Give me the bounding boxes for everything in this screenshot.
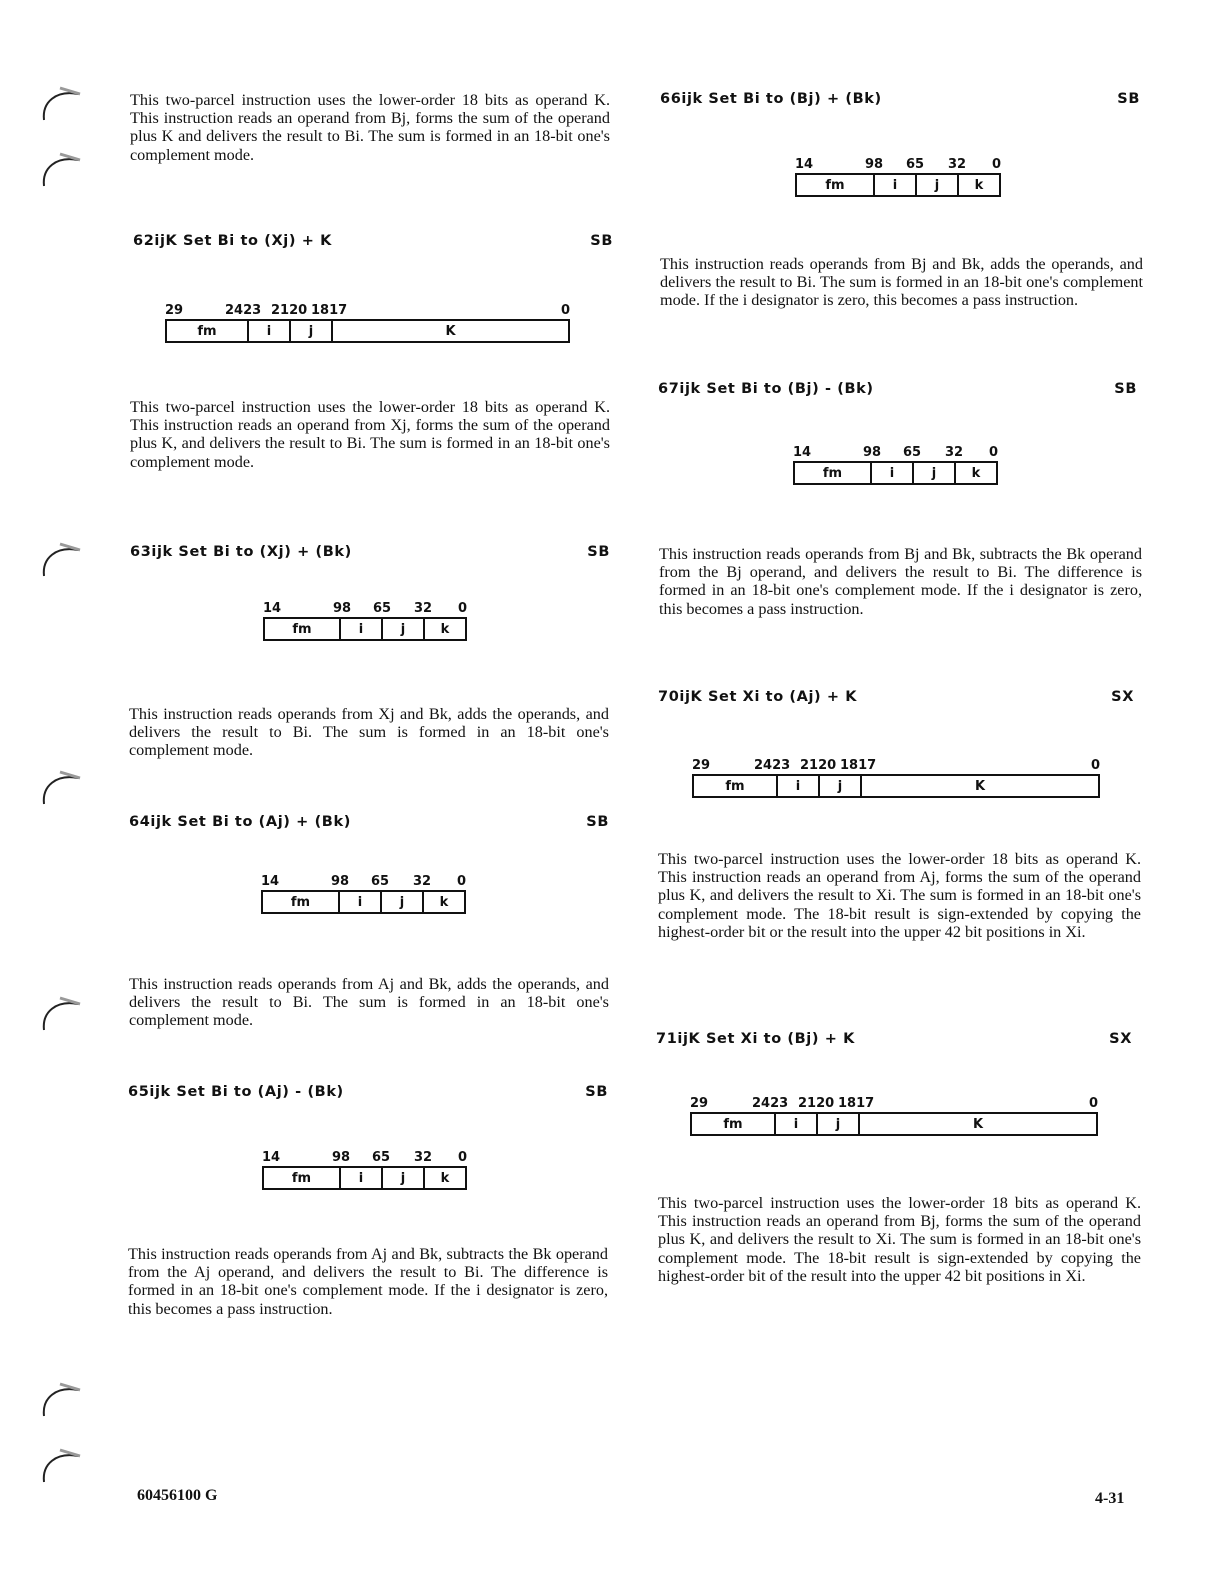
binder-hole-mark [38,768,84,808]
field-i: i [873,175,915,195]
description-66: This instruction reads operands from Bj and Bk, adds the operands, and delivers the result to Bi. The sum is formed in an 18-bit one's complement mode. If the i designator is zero, this becomes a pass instruction. [660,255,1143,310]
field-i: i [776,776,818,796]
instruction-heading-64 [129,814,609,836]
format-diagram-63 [263,601,467,641]
field-k: k [954,463,996,483]
field-j: j [818,776,860,796]
field-i: i [774,1114,816,1134]
description-70: This two-parcel instruction uses the lower-order 18 bits as operand K. This instruction reads an operand from Aj, forms the sum of the operand plus K, and delivers the result to Xi. The sum is formed in an 18-bit one's complement mode. The 18-bit result is sign-extended by copying the highest-order bit or the result into the upper 42 bit positions in Xi. [658,850,1141,941]
field-j: j [915,175,957,195]
bit-positions [261,874,466,890]
bit-label: 32 [413,874,432,889]
field-box [692,774,1100,798]
bit-label: 29 [165,303,184,318]
bit-label: 2423 [754,758,791,773]
bit-label: 98 [863,445,882,460]
field-box [793,461,998,485]
field-box [690,1112,1098,1136]
field-box [165,319,570,343]
bit-label: 32 [414,1150,433,1165]
opcode-title: 64ijk Set Bi to (Aj) + (Bk) [129,814,351,830]
bit-label: 2120 [798,1096,835,1111]
format-diagram-67 [793,445,998,485]
document-number: 60456100 G [137,1487,218,1504]
bit-label: 1817 [840,758,877,773]
description-63: This instruction reads operands from Xj and Bk, adds the operands, and delivers the result to Bi. The sum is formed in an 18-bit one's complement mode. [129,705,609,760]
instruction-class: SB [1117,91,1140,107]
bit-label: 2423 [752,1096,789,1111]
bit-positions [165,303,570,319]
field-i: i [247,321,289,341]
field-i: i [338,892,380,912]
format-diagram-64 [261,874,466,914]
instruction-class: SB [590,233,613,249]
bit-label: 0 [988,445,998,460]
bit-label: 29 [690,1096,709,1111]
field-k: K [331,321,568,341]
instruction-heading-70 [658,689,1134,711]
bit-label: 32 [945,445,964,460]
instruction-heading-63 [130,544,610,566]
bit-label: 98 [332,1150,351,1165]
instruction-class: SB [585,1084,608,1100]
binder-hole-mark [38,540,84,580]
field-i: i [339,619,381,639]
field-j: j [816,1114,858,1134]
bit-label: 14 [263,601,282,616]
field-fm: fm [291,1170,312,1186]
bit-label: 65 [373,601,392,616]
bit-label: 65 [903,445,922,460]
bit-label: 2423 [225,303,262,318]
bit-label: 98 [333,601,352,616]
bit-positions [690,1096,1098,1112]
field-fm: fm [197,323,217,339]
instruction-class: SX [1109,1031,1132,1047]
opcode-title: 65ijk Set Bi to (Aj) - (Bk) [128,1084,344,1100]
opcode-title: 70ijK Set Xi to (Aj) + K [658,689,858,705]
binder-hole-mark [38,994,84,1034]
bit-label: 0 [1088,1096,1098,1111]
bit-positions [793,445,998,461]
bit-positions [795,157,1001,173]
bit-label: 2120 [271,303,308,318]
instruction-heading-67 [658,381,1137,403]
field-box [261,890,466,914]
instruction-class: SX [1111,689,1134,705]
bit-label: 0 [991,157,1001,172]
field-i: i [339,1168,381,1188]
bit-label: 14 [795,157,814,172]
bit-label: 2120 [800,758,837,773]
bit-label: 14 [262,1150,281,1165]
bit-label: 65 [371,874,390,889]
field-i: i [870,463,912,483]
instruction-class: SB [587,544,610,560]
bit-label: 1817 [311,303,348,318]
bit-positions [263,601,467,617]
bit-label: 14 [261,874,280,889]
description-65: This instruction reads operands from Aj and Bk, subtracts the Bk operand from the Aj operand, and delivers the result to Bi. The difference is formed in an 18-bit one's complement mode. If the i designator is zero, this becomes a pass instruction. [128,1245,608,1318]
field-j: j [381,619,423,639]
field-k: k [423,619,465,639]
binder-hole-mark [38,84,84,124]
bit-label: 65 [372,1150,391,1165]
field-fm: fm [292,621,312,637]
field-j: j [380,892,422,912]
binder-hole-mark [38,1380,84,1420]
opcode-title: 66ijk Set Bi to (Bj) + (Bk) [660,91,882,107]
bit-positions [262,1150,467,1166]
opcode-title: 62ijK Set Bi to (Xj) + K [133,233,332,249]
opcode-title: 71ijK Set Xi to (Bj) + K [656,1031,855,1047]
format-diagram-71 [690,1096,1098,1136]
field-j: j [912,463,954,483]
field-fm: fm [290,894,311,910]
description-71: This two-parcel instruction uses the lower-order 18 bits as operand K. This instruction reads an operand from Bj, forms the sum of the operand plus K, and delivers the result to Xi. The sum is formed in an 18-bit one's complement mode. The 18-bit result is sign-extended by copying the highest-order bit of the result into the upper 42 bit positions in Xi. [658,1194,1141,1285]
format-diagram-65 [262,1150,467,1190]
bit-label: 0 [456,874,466,889]
bit-label: 1817 [838,1096,875,1111]
field-k: K [860,776,1098,796]
binder-hole-mark [38,150,84,190]
bit-label: 32 [414,601,433,616]
instruction-heading-66 [660,91,1140,113]
field-fm: fm [725,778,745,794]
description-64: This instruction reads operands from Aj and Bk, adds the operands, and delivers the result to Bi. The sum is formed in an 18-bit one's complement mode. [129,975,609,1030]
page-number: 4-31 [1095,1490,1125,1507]
field-box [795,173,1001,197]
bit-label: 29 [692,758,711,773]
field-j: j [381,1168,423,1188]
field-k: k [423,1168,465,1188]
bit-label: 0 [1090,758,1100,773]
bit-label: 98 [331,874,350,889]
instruction-class: SB [1114,381,1137,397]
binder-hole-mark [38,1446,84,1486]
field-fm: fm [825,177,845,193]
field-box [262,1166,467,1190]
field-j: j [289,321,331,341]
bit-positions [692,758,1100,774]
format-diagram-66 [795,157,1001,197]
bit-label: 0 [457,601,467,616]
field-k: k [957,175,999,195]
bit-label: 14 [793,445,812,460]
opcode-title: 67ijk Set Bi to (Bj) - (Bk) [658,381,874,397]
instruction-heading-71 [656,1031,1132,1053]
bit-label: 32 [948,157,967,172]
description-62: This two-parcel instruction uses the lower-order 18 bits as operand K. This instruction reads an operand from Xj, forms the sum of the operand plus K, and delivers the result to Bi. The sum is formed in an 18-bit one's complement mode. [130,398,610,471]
field-box [263,617,467,641]
description-67: This instruction reads operands from Bj and Bk, subtracts the Bk operand from the Bj operand, and delivers the result to Bi. The difference is formed in an 18-bit one's complement mode. If the i designator is zero, this becomes a pass instruction. [659,545,1142,618]
field-fm: fm [822,465,843,481]
field-fm: fm [723,1116,743,1132]
instruction-class: SB [586,814,609,830]
instruction-heading-62 [133,233,613,255]
opcode-title: 63ijk Set Bi to (Xj) + (Bk) [130,544,352,560]
bit-label: 0 [560,303,570,318]
bit-label: 98 [865,157,884,172]
field-k: k [422,892,464,912]
field-k: K [858,1114,1096,1134]
instruction-heading-65 [128,1084,608,1106]
format-diagram-70 [692,758,1100,798]
bit-label: 0 [457,1150,467,1165]
format-diagram-62 [165,303,570,343]
intro-paragraph: This two-parcel instruction uses the lower-order 18 bits as operand K. This instruction reads an operand from Bj, forms the sum of the operand plus K and delivers the result to Bi. The sum is formed in an 18-bit one's complement mode. [130,91,610,164]
bit-label: 65 [906,157,925,172]
